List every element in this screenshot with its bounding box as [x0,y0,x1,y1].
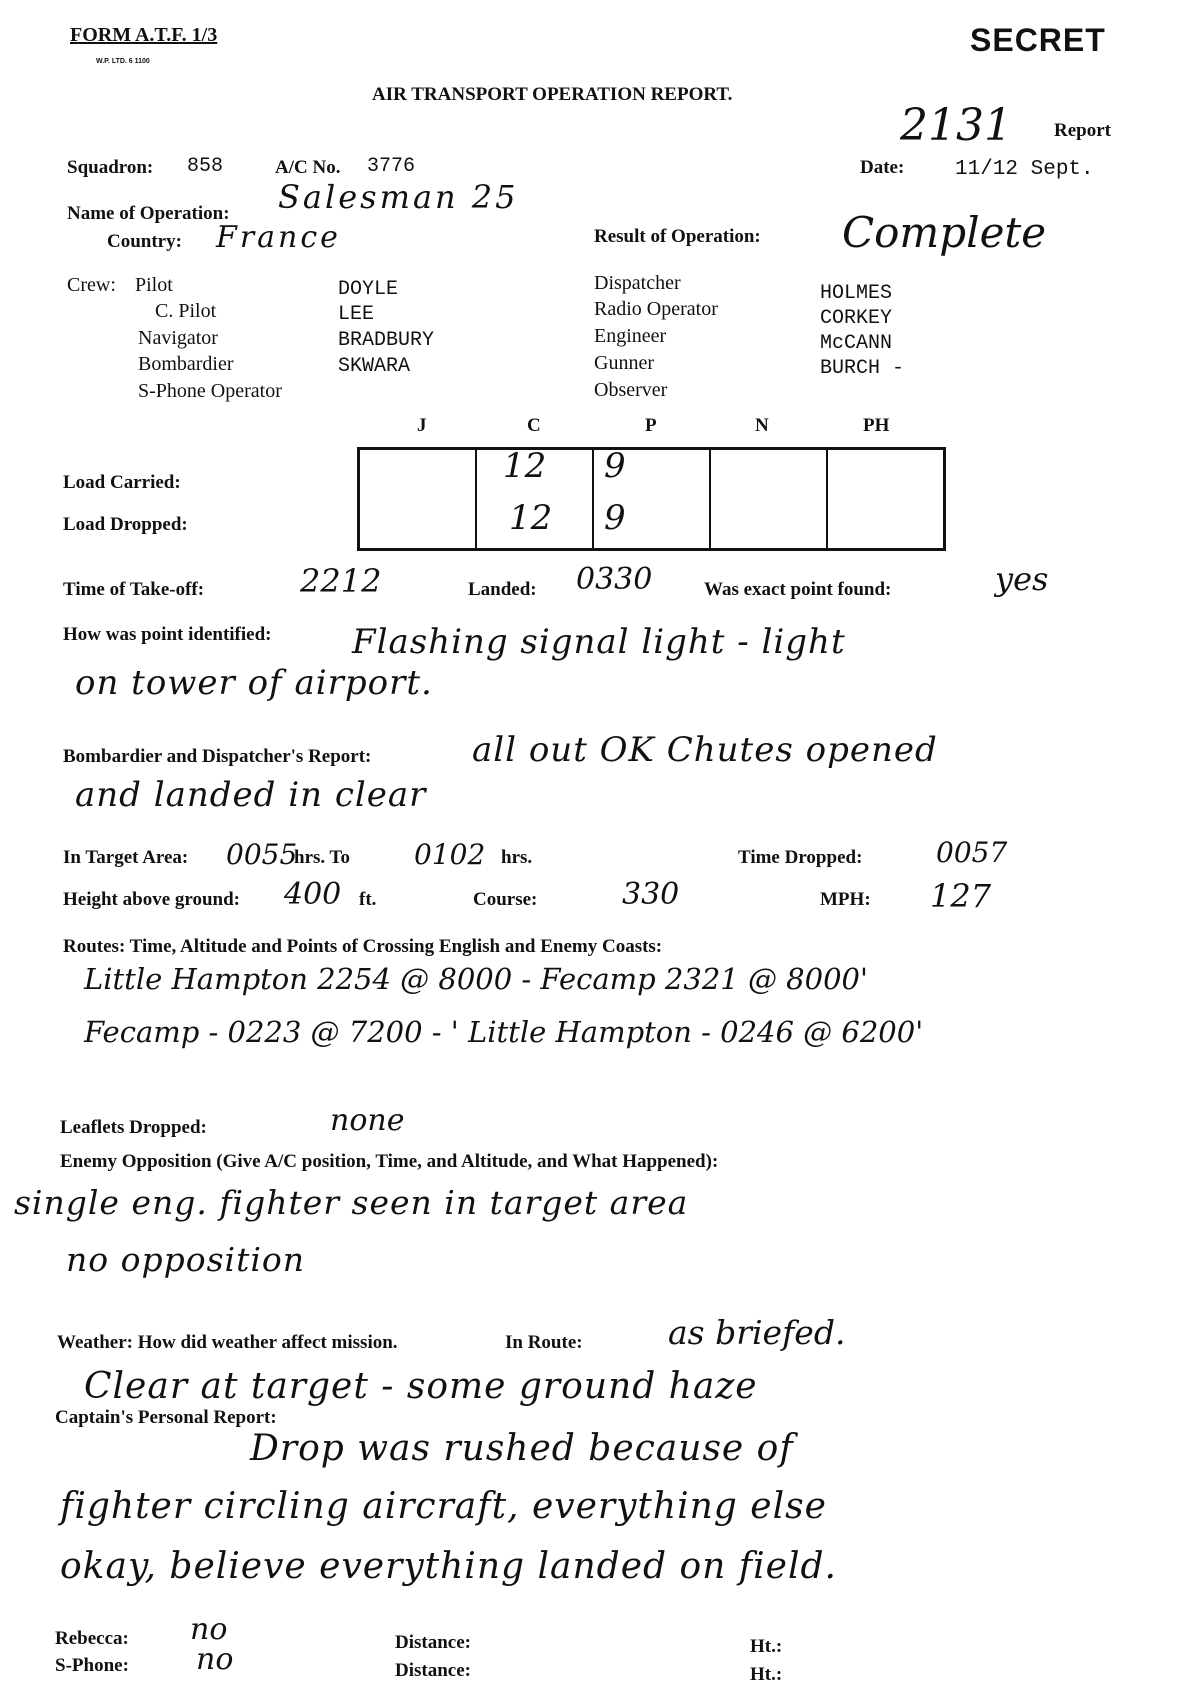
load-dropped-c: 12 [509,498,553,538]
dispatch-report-label: Bombardier and Dispatcher's Report: [63,746,372,767]
crew-name: McCANN [820,332,893,355]
crew-role: Navigator [138,327,218,349]
captain-report-line-1: Drop was rushed because of [250,1428,794,1469]
form-subtext: W.P. LTD. 6 1100 [96,58,150,65]
crew-role: Observer [594,379,668,401]
operation-value: Salesman 25 [278,178,519,216]
squadron-label: Squadron: [67,157,154,178]
captain-report-line-2: fighter circling aircraft, everything else [60,1486,827,1527]
time-dropped-label: Time Dropped: [738,847,863,868]
load-cell-c [476,446,593,550]
crew-name: DOYLE [338,278,399,301]
load-column-header: P [645,415,657,436]
crew-role: Pilot [135,274,173,296]
load-table [357,447,946,551]
load-cell-j [359,449,477,550]
leaflets-label: Leaflets Dropped: [60,1117,207,1138]
date-label: Date: [860,157,905,178]
mph-value: 127 [930,877,992,915]
captain-report-line-3: okay, believe everything landed on field. [60,1546,837,1587]
exact-point-value: yes [995,560,1049,598]
load-column-header: N [755,415,769,436]
crew-name: HOLMES [820,282,893,305]
crew-name: BRADBURY [338,329,435,352]
crew-label: Crew: [67,274,116,296]
course-value: 330 [622,877,680,912]
operation-label: Name of Operation: [67,203,230,224]
ac-value: 3776 [367,155,416,178]
load-column-header: PH [863,415,890,436]
dispatch-report-line-1: all out OK Chutes opened [472,730,938,770]
target-hrs-to: hrs. To [294,847,350,868]
height-label: Height above ground: [63,889,241,910]
sphone-distance-label: Distance: [395,1660,471,1681]
squadron-value: 858 [187,155,224,178]
enemy-opposition-line-1: single eng. fighter seen in target area [14,1183,689,1222]
identification-label: How was point identified: [63,624,272,645]
time-dropped-value: 0057 [936,836,1008,869]
rebecca-height-label: Ht.: [750,1636,783,1657]
target-area-label: In Target Area: [63,847,189,868]
load-cell-ph [827,449,945,550]
form-id: FORM A.T.F. 1/3 [70,24,218,46]
crew-name: BURCH - [820,357,905,380]
ac-label: A/C No. [275,157,341,178]
routes-label: Routes: Time, Altitude and Points of Crossing English and Enemy Coasts: [63,936,663,957]
landed-label: Landed: [468,579,537,600]
exact-point-label: Was exact point found: [704,579,892,600]
identification-line-2: on tower of airport. [75,663,433,703]
sphone-height-label: Ht.: [750,1664,783,1685]
target-hrs: hrs. [501,847,533,868]
load-dropped-label: Load Dropped: [63,514,188,535]
result-value: Complete [842,208,1047,257]
mph-label: MPH: [820,889,871,910]
load-dropped-p: 9 [604,498,626,538]
rebecca-distance-label: Distance: [395,1632,471,1653]
routes-line-1: Little Hampton 2254 @ 8000 - Fecamp 2321 @ 8000' [84,962,868,996]
weather-label: Weather: How did weather affect mission. [57,1332,398,1353]
load-column-header: C [527,415,541,436]
height-unit: ft. [359,889,377,910]
rebecca-label: Rebecca: [55,1628,129,1649]
takeoff-label: Time of Take-off: [63,579,205,600]
height-value: 400 [284,877,342,912]
crew-role: S-Phone Operator [138,380,282,402]
date-value: 11/12 Sept. [955,158,1094,181]
crew-role: Gunner [594,352,654,374]
target-to: 0102 [414,838,486,871]
landed-value: 0330 [576,562,653,597]
country-value: France [216,220,341,255]
sphone-label: S-Phone: [55,1655,129,1676]
load-carried-c: 12 [503,446,547,486]
sphone-value: no [196,1642,234,1677]
rebecca-value: no [190,1612,228,1647]
weather-line-2: Clear at target - some ground haze [84,1366,758,1407]
classification-label: SECRET [970,22,1106,58]
dispatch-report-line-2: and landed in clear [75,775,427,815]
target-from: 0055 [226,838,298,871]
crew-name: SKWARA [338,355,411,378]
crew-name: LEE [338,303,375,326]
load-cell-p [593,446,710,550]
enemy-opposition-line-2: no opposition [66,1240,306,1279]
crew-role: C. Pilot [155,300,217,322]
crew-role: Radio Operator [594,298,718,320]
page-title: AIR TRANSPORT OPERATION REPORT. [372,84,733,105]
leaflets-value: none [330,1103,405,1138]
report-number: 2131 [900,100,1012,151]
load-carried-p: 9 [604,446,626,486]
load-carried-label: Load Carried: [63,472,181,493]
crew-role: Bombardier [138,353,234,375]
crew-role: Dispatcher [594,272,681,294]
takeoff-value: 2212 [300,562,382,600]
load-cell-n [710,449,827,550]
country-label: Country: [107,231,182,252]
weather-route-value: as briefed. [668,1313,846,1352]
weather-route-label: In Route: [505,1332,583,1353]
crew-role: Engineer [594,325,667,347]
enemy-opposition-label: Enemy Opposition (Give A/C position, Time, and Altitude, and What Happened): [60,1151,719,1172]
routes-line-2: Fecamp - 0223 @ 7200 - ' Little Hampton - 0246 @ 6200' [84,1015,924,1049]
course-label: Course: [473,889,538,910]
load-column-header: J [417,415,427,436]
captain-report-label: Captain's Personal Report: [55,1407,277,1428]
crew-name: CORKEY [820,307,893,330]
report-label: Report [1054,120,1111,141]
result-label: Result of Operation: [594,226,761,247]
identification-line-1: Flashing signal light - light [352,622,846,662]
